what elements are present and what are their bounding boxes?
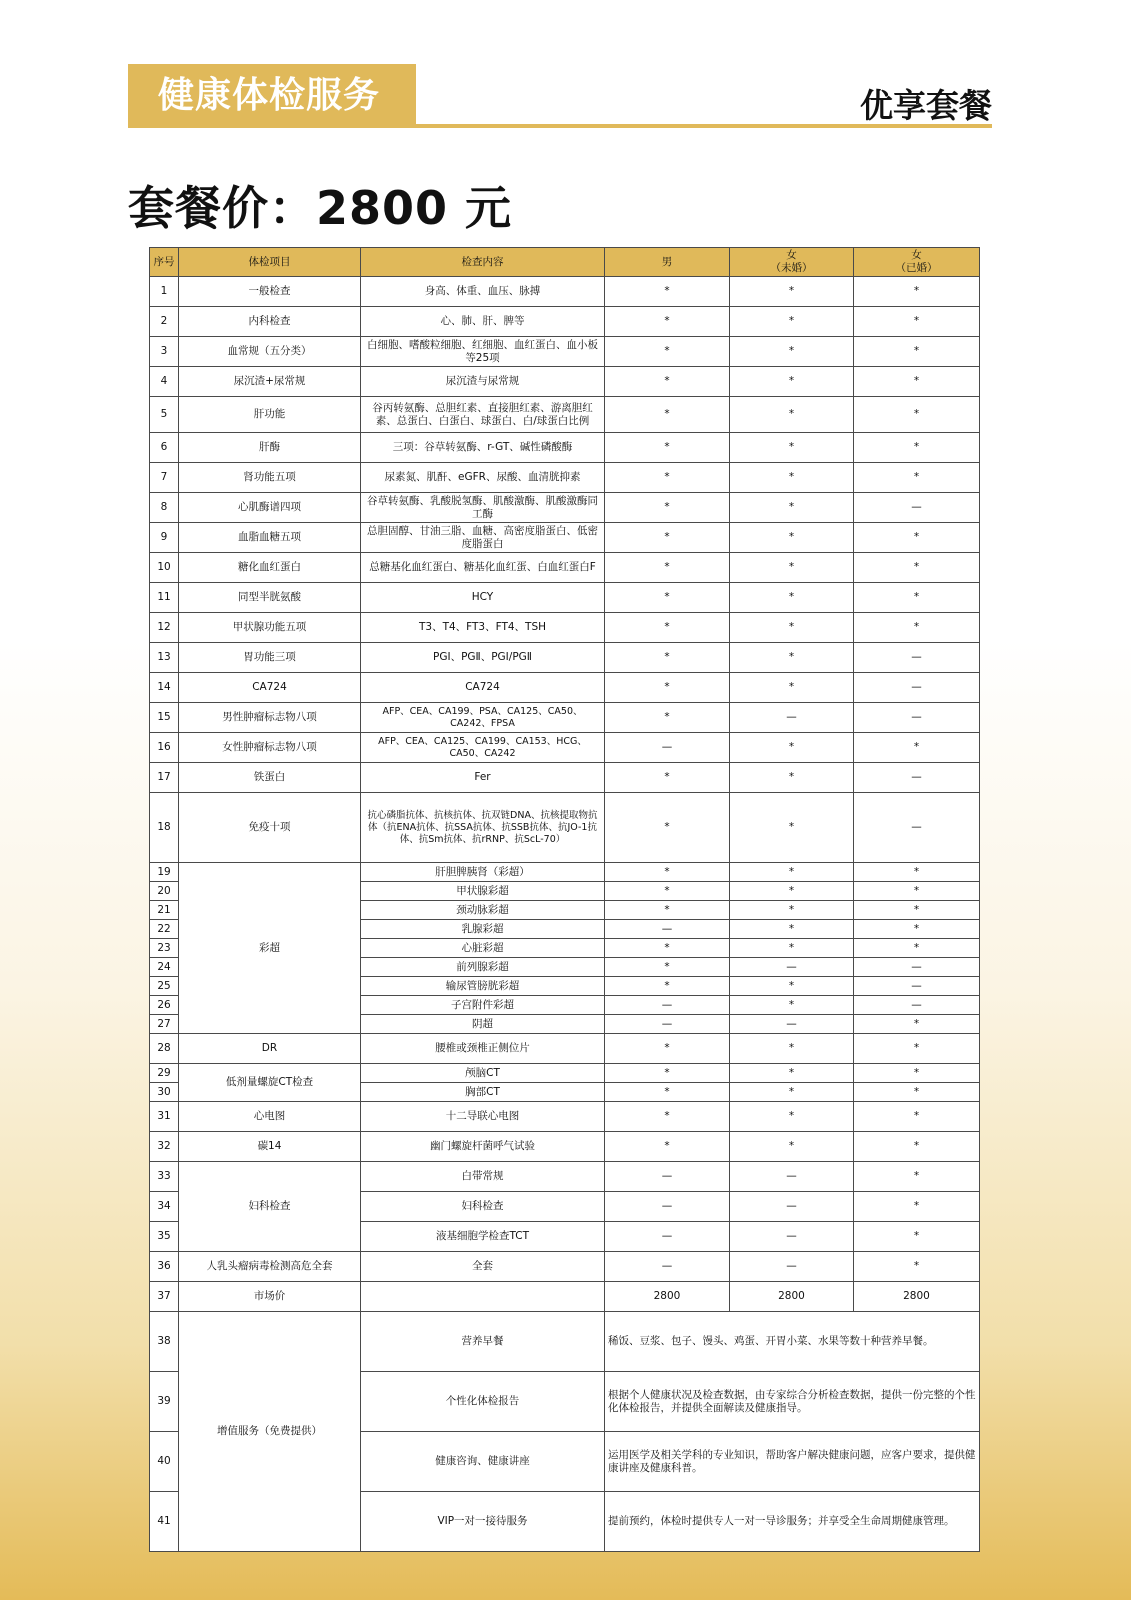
row-number: 31 — [150, 1102, 179, 1132]
male-cell: * — [605, 939, 730, 958]
female-married-cell: * — [854, 433, 980, 463]
female-married-cell: * — [854, 1102, 980, 1132]
female-married-cell: * — [854, 1132, 980, 1162]
item-name: 碳14 — [179, 1132, 361, 1162]
item-name-ultrasound: 彩超 — [179, 863, 361, 1034]
female-unmarried-cell: — — [730, 1162, 854, 1192]
item-content: AFP、CEA、CA199、PSA、CA125、CA50、CA242、FPSA — [361, 703, 605, 733]
male-cell: * — [605, 703, 730, 733]
male-cell: * — [605, 1083, 730, 1102]
female-married-cell: * — [854, 367, 980, 397]
service-description: 根据个人健康状况及检查数据，由专家综合分析检查数据，提供一份完整的个性化体检报告，并提供全面解读及健康指导。 — [605, 1372, 980, 1432]
male-cell: * — [605, 307, 730, 337]
row-number: 23 — [150, 939, 179, 958]
female-married-cell: * — [854, 1252, 980, 1282]
table-row — [150, 643, 980, 673]
item-content: 腰椎或颈椎正侧位片 — [361, 1034, 605, 1064]
male-cell: — — [605, 1192, 730, 1222]
table-row — [150, 433, 980, 463]
table-row — [150, 493, 980, 523]
row-number: 8 — [150, 493, 179, 523]
male-cell: * — [605, 882, 730, 901]
female-married-cell: — — [854, 977, 980, 996]
item-name: 一般检查 — [179, 277, 361, 307]
row-number: 38 — [150, 1312, 179, 1372]
row-number: 10 — [150, 553, 179, 583]
row-number: 37 — [150, 1282, 179, 1312]
item-content — [361, 1282, 605, 1312]
item-name: CA724 — [179, 673, 361, 703]
male-cell: * — [605, 337, 730, 367]
female-married-cell: * — [854, 939, 980, 958]
male-cell: — — [605, 1252, 730, 1282]
item-name: 血常规（五分类） — [179, 337, 361, 367]
row-number: 15 — [150, 703, 179, 733]
female-unmarried-cell: * — [730, 1034, 854, 1064]
row-number: 27 — [150, 1015, 179, 1034]
item-content: 身高、体重、血压、脉搏 — [361, 277, 605, 307]
header-content: 检查内容 — [361, 248, 605, 277]
table-row — [150, 463, 980, 493]
female-unmarried-cell: * — [730, 277, 854, 307]
row-number: 11 — [150, 583, 179, 613]
table-row — [150, 1034, 980, 1064]
row-number: 24 — [150, 958, 179, 977]
female-married-cell: — — [854, 958, 980, 977]
item-name: 血脂血糖五项 — [179, 523, 361, 553]
female-unmarried-cell: — — [730, 1252, 854, 1282]
row-number: 12 — [150, 613, 179, 643]
female-married-cell: 2800 — [854, 1282, 980, 1312]
item-name: 肝功能 — [179, 397, 361, 433]
female-unmarried-cell: * — [730, 493, 854, 523]
male-cell: * — [605, 553, 730, 583]
female-unmarried-cell: * — [730, 463, 854, 493]
table-row — [150, 863, 980, 882]
header-item: 体检项目 — [179, 248, 361, 277]
female-married-cell: * — [854, 1015, 980, 1034]
row-number: 18 — [150, 793, 179, 863]
female-unmarried-cell: * — [730, 996, 854, 1015]
item-content: 谷丙转氨酶、总胆红素、直接胆红素、游离胆红素、总蛋白、白蛋白、球蛋白、白/球蛋白比例 — [361, 397, 605, 433]
female-unmarried-cell: * — [730, 553, 854, 583]
table-row — [150, 1252, 980, 1282]
item-content: 尿素氮、肌酐、eGFR、尿酸、血清胱抑素 — [361, 463, 605, 493]
header-female-unmarried: 女 （未婚） — [730, 248, 854, 277]
service-name: 健康咨询、健康讲座 — [361, 1432, 605, 1492]
female-married-cell: * — [854, 1064, 980, 1083]
item-content: 总糖基化血红蛋白、糖基化血红蛋、白血红蛋白F — [361, 553, 605, 583]
item-name: 糖化血红蛋白 — [179, 553, 361, 583]
female-married-cell: * — [854, 523, 980, 553]
row-number: 3 — [150, 337, 179, 367]
row-number: 16 — [150, 733, 179, 763]
item-content: 液基细胞学检查TCT — [361, 1222, 605, 1252]
female-unmarried-cell: * — [730, 901, 854, 920]
row-number: 6 — [150, 433, 179, 463]
item-content: 三项：谷草转氨酶、r-GT、碱性磷酸酶 — [361, 433, 605, 463]
male-cell: * — [605, 793, 730, 863]
female-married-cell: — — [854, 763, 980, 793]
female-unmarried-cell: * — [730, 337, 854, 367]
table-row — [150, 1064, 980, 1083]
item-name: 同型半胱氨酸 — [179, 583, 361, 613]
table-row — [150, 397, 980, 433]
service-description: 提前预约，体检时提供专人一对一导诊服务；并享受全生命周期健康管理。 — [605, 1492, 980, 1552]
female-married-cell: * — [854, 1162, 980, 1192]
table-row — [150, 763, 980, 793]
female-unmarried-cell: — — [730, 1015, 854, 1034]
female-unmarried-cell: * — [730, 1102, 854, 1132]
row-number: 35 — [150, 1222, 179, 1252]
female-unmarried-cell: * — [730, 523, 854, 553]
male-cell: * — [605, 463, 730, 493]
row-number: 41 — [150, 1492, 179, 1552]
item-content: HCY — [361, 583, 605, 613]
item-content: AFP、CEA、CA125、CA199、CA153、HCG、CA50、CA242 — [361, 733, 605, 763]
header-female-married: 女 （已婚） — [854, 248, 980, 277]
item-name: 女性肿瘤标志物八项 — [179, 733, 361, 763]
item-name: 免疫十项 — [179, 793, 361, 863]
table-row — [150, 307, 980, 337]
row-number: 36 — [150, 1252, 179, 1282]
row-number: 21 — [150, 901, 179, 920]
row-number: 1 — [150, 277, 179, 307]
item-content: 全套 — [361, 1252, 605, 1282]
item-name: 尿沉渣+尿常规 — [179, 367, 361, 397]
female-unmarried-cell: — — [730, 1222, 854, 1252]
item-content: 妇科检查 — [361, 1192, 605, 1222]
female-married-cell: * — [854, 277, 980, 307]
male-cell: * — [605, 673, 730, 703]
table-row — [150, 793, 980, 863]
row-number: 33 — [150, 1162, 179, 1192]
item-name: 市场价 — [179, 1282, 361, 1312]
row-number: 20 — [150, 882, 179, 901]
item-name: 肾功能五项 — [179, 463, 361, 493]
item-name-gynecology: 妇科检查 — [179, 1162, 361, 1252]
female-unmarried-cell: — — [730, 958, 854, 977]
table-row — [150, 1282, 980, 1312]
row-number: 22 — [150, 920, 179, 939]
item-content: 谷草转氨酶、乳酸脱氢酶、肌酸激酶、肌酸激酶同工酶 — [361, 493, 605, 523]
female-married-cell: * — [854, 1222, 980, 1252]
female-married-cell: * — [854, 901, 980, 920]
item-name: 内科检查 — [179, 307, 361, 337]
female-married-cell: * — [854, 920, 980, 939]
male-cell: * — [605, 643, 730, 673]
item-content: 胸部CT — [361, 1083, 605, 1102]
female-unmarried-cell: * — [730, 397, 854, 433]
female-unmarried-cell: * — [730, 882, 854, 901]
female-unmarried-cell: * — [730, 1083, 854, 1102]
item-content: 前列腺彩超 — [361, 958, 605, 977]
female-unmarried-cell: * — [730, 763, 854, 793]
item-content: 甲状腺彩超 — [361, 882, 605, 901]
female-married-cell: * — [854, 1192, 980, 1222]
row-number: 29 — [150, 1064, 179, 1083]
row-number: 28 — [150, 1034, 179, 1064]
item-name: 心电图 — [179, 1102, 361, 1132]
female-married-cell: * — [854, 1083, 980, 1102]
male-cell: * — [605, 958, 730, 977]
item-content: 总胆固醇、甘油三脂、血糖、高密度脂蛋白、低密度脂蛋白 — [361, 523, 605, 553]
female-married-cell: * — [854, 583, 980, 613]
male-cell: * — [605, 1102, 730, 1132]
female-married-cell: — — [854, 793, 980, 863]
row-number: 40 — [150, 1432, 179, 1492]
male-cell: * — [605, 493, 730, 523]
row-number: 5 — [150, 397, 179, 433]
female-unmarried-cell: * — [730, 793, 854, 863]
female-married-cell: — — [854, 493, 980, 523]
service-title-banner — [128, 64, 416, 128]
table-row — [150, 583, 980, 613]
row-number: 39 — [150, 1372, 179, 1432]
male-cell: * — [605, 763, 730, 793]
female-married-cell: — — [854, 703, 980, 733]
female-unmarried-cell: * — [730, 1064, 854, 1083]
item-content: 抗心磷脂抗体、抗核抗体、抗双链DNA、抗核提取物抗体（抗ENA抗体、抗SSA抗体、抗SSB抗体、抗JO-1抗体、抗Sm抗体、抗rRNP、抗ScL-70） — [361, 793, 605, 863]
row-number: 14 — [150, 673, 179, 703]
male-cell: * — [605, 977, 730, 996]
service-description: 稀饭、豆浆、包子、馒头、鸡蛋、开胃小菜、水果等数十种营养早餐。 — [605, 1312, 980, 1372]
item-content: 白细胞、嗜酸粒细胞、红细胞、血红蛋白、血小板等25项 — [361, 337, 605, 367]
item-content: PGI、PGⅡ、PGI/PGⅡ — [361, 643, 605, 673]
female-married-cell: * — [854, 307, 980, 337]
female-married-cell: * — [854, 613, 980, 643]
checkup-table — [149, 247, 980, 1552]
female-unmarried-cell: * — [730, 433, 854, 463]
header-male: 男 — [605, 248, 730, 277]
male-cell: * — [605, 613, 730, 643]
row-number: 32 — [150, 1132, 179, 1162]
item-name: 心肌酶谱四项 — [179, 493, 361, 523]
row-number: 17 — [150, 763, 179, 793]
female-unmarried-cell: * — [730, 583, 854, 613]
female-married-cell: * — [854, 463, 980, 493]
row-number: 2 — [150, 307, 179, 337]
female-unmarried-cell: — — [730, 1192, 854, 1222]
table-row — [150, 1312, 980, 1372]
service-name: VIP一对一接待服务 — [361, 1492, 605, 1552]
item-name: 铁蛋白 — [179, 763, 361, 793]
service-title: 健康体检服务 — [158, 75, 381, 116]
item-content: 幽门螺旋杆菌呼气试验 — [361, 1132, 605, 1162]
row-number: 19 — [150, 863, 179, 882]
male-cell: * — [605, 367, 730, 397]
female-married-cell: * — [854, 733, 980, 763]
female-married-cell: * — [854, 1034, 980, 1064]
item-content: 肝胆脾胰肾（彩超） — [361, 863, 605, 882]
male-cell: * — [605, 397, 730, 433]
item-content: 乳腺彩超 — [361, 920, 605, 939]
male-cell: * — [605, 583, 730, 613]
male-cell: * — [605, 523, 730, 553]
female-unmarried-cell: * — [730, 863, 854, 882]
male-cell: * — [605, 1132, 730, 1162]
item-name: 男性肿瘤标志物八项 — [179, 703, 361, 733]
female-unmarried-cell: * — [730, 977, 854, 996]
item-name-extra-services: 增值服务（免费提供） — [179, 1312, 361, 1552]
female-married-cell: * — [854, 337, 980, 367]
row-number: 4 — [150, 367, 179, 397]
item-content: Fer — [361, 763, 605, 793]
item-name: 肝酶 — [179, 433, 361, 463]
male-cell: — — [605, 920, 730, 939]
item-content: 颈动脉彩超 — [361, 901, 605, 920]
male-cell: — — [605, 1222, 730, 1252]
item-content: 心、肺、肝、脾等 — [361, 307, 605, 337]
table-row — [150, 277, 980, 307]
female-unmarried-cell: * — [730, 613, 854, 643]
male-cell: * — [605, 863, 730, 882]
female-unmarried-cell: * — [730, 367, 854, 397]
table-row — [150, 523, 980, 553]
row-number: 25 — [150, 977, 179, 996]
item-name: 人乳头瘤病毒检测高危全套 — [179, 1252, 361, 1282]
header-no: 序号 — [150, 248, 179, 277]
row-number: 13 — [150, 643, 179, 673]
table-row — [150, 367, 980, 397]
package-title: 优享套餐 — [860, 86, 992, 125]
female-unmarried-cell: * — [730, 920, 854, 939]
item-content: 尿沉渣与尿常规 — [361, 367, 605, 397]
female-unmarried-cell: 2800 — [730, 1282, 854, 1312]
item-name: 胃功能三项 — [179, 643, 361, 673]
table-row — [150, 1102, 980, 1132]
female-married-cell: * — [854, 553, 980, 583]
female-unmarried-cell: * — [730, 1132, 854, 1162]
male-cell: * — [605, 1064, 730, 1083]
female-married-cell: — — [854, 996, 980, 1015]
table-row — [150, 673, 980, 703]
male-cell: — — [605, 733, 730, 763]
male-cell: 2800 — [605, 1282, 730, 1312]
row-number: 30 — [150, 1083, 179, 1102]
item-content: 子宫附件彩超 — [361, 996, 605, 1015]
table-row — [150, 1132, 980, 1162]
male-cell: * — [605, 901, 730, 920]
female-married-cell: * — [854, 882, 980, 901]
table-row — [150, 613, 980, 643]
male-cell: * — [605, 277, 730, 307]
item-content: T3、T4、FT3、FT4、TSH — [361, 613, 605, 643]
item-content: 心脏彩超 — [361, 939, 605, 958]
table-row — [150, 337, 980, 367]
male-cell: — — [605, 1162, 730, 1192]
female-unmarried-cell: * — [730, 939, 854, 958]
female-married-cell: — — [854, 673, 980, 703]
male-cell: — — [605, 1015, 730, 1034]
service-description: 运用医学及相关学科的专业知识，帮助客户解决健康问题，应客户要求，提供健康讲座及健康科普。 — [605, 1432, 980, 1492]
item-content: 阴超 — [361, 1015, 605, 1034]
item-content: 输尿管膀胱彩超 — [361, 977, 605, 996]
item-content: 颅脑CT — [361, 1064, 605, 1083]
female-married-cell: * — [854, 397, 980, 433]
female-unmarried-cell: — — [730, 703, 854, 733]
female-unmarried-cell: * — [730, 643, 854, 673]
female-married-cell: — — [854, 643, 980, 673]
female-unmarried-cell: * — [730, 733, 854, 763]
item-content: CA724 — [361, 673, 605, 703]
package-price: 套餐价：2800 元 — [128, 181, 513, 235]
male-cell: * — [605, 433, 730, 463]
item-name: 甲状腺功能五项 — [179, 613, 361, 643]
table-row — [150, 733, 980, 763]
row-number: 34 — [150, 1192, 179, 1222]
item-name-ct: 低剂量螺旋CT检查 — [179, 1064, 361, 1102]
female-unmarried-cell: * — [730, 307, 854, 337]
table-row — [150, 703, 980, 733]
item-content: 十二导联心电图 — [361, 1102, 605, 1132]
table-row — [150, 553, 980, 583]
row-number: 9 — [150, 523, 179, 553]
service-name: 个性化体检报告 — [361, 1372, 605, 1432]
table-row — [150, 1162, 980, 1192]
row-number: 26 — [150, 996, 179, 1015]
female-unmarried-cell: * — [730, 673, 854, 703]
male-cell: * — [605, 1034, 730, 1064]
female-married-cell: * — [854, 863, 980, 882]
item-content: 白带常规 — [361, 1162, 605, 1192]
male-cell: — — [605, 996, 730, 1015]
item-name: DR — [179, 1034, 361, 1064]
table-header-row — [150, 248, 980, 277]
service-name: 营养早餐 — [361, 1312, 605, 1372]
row-number: 7 — [150, 463, 179, 493]
